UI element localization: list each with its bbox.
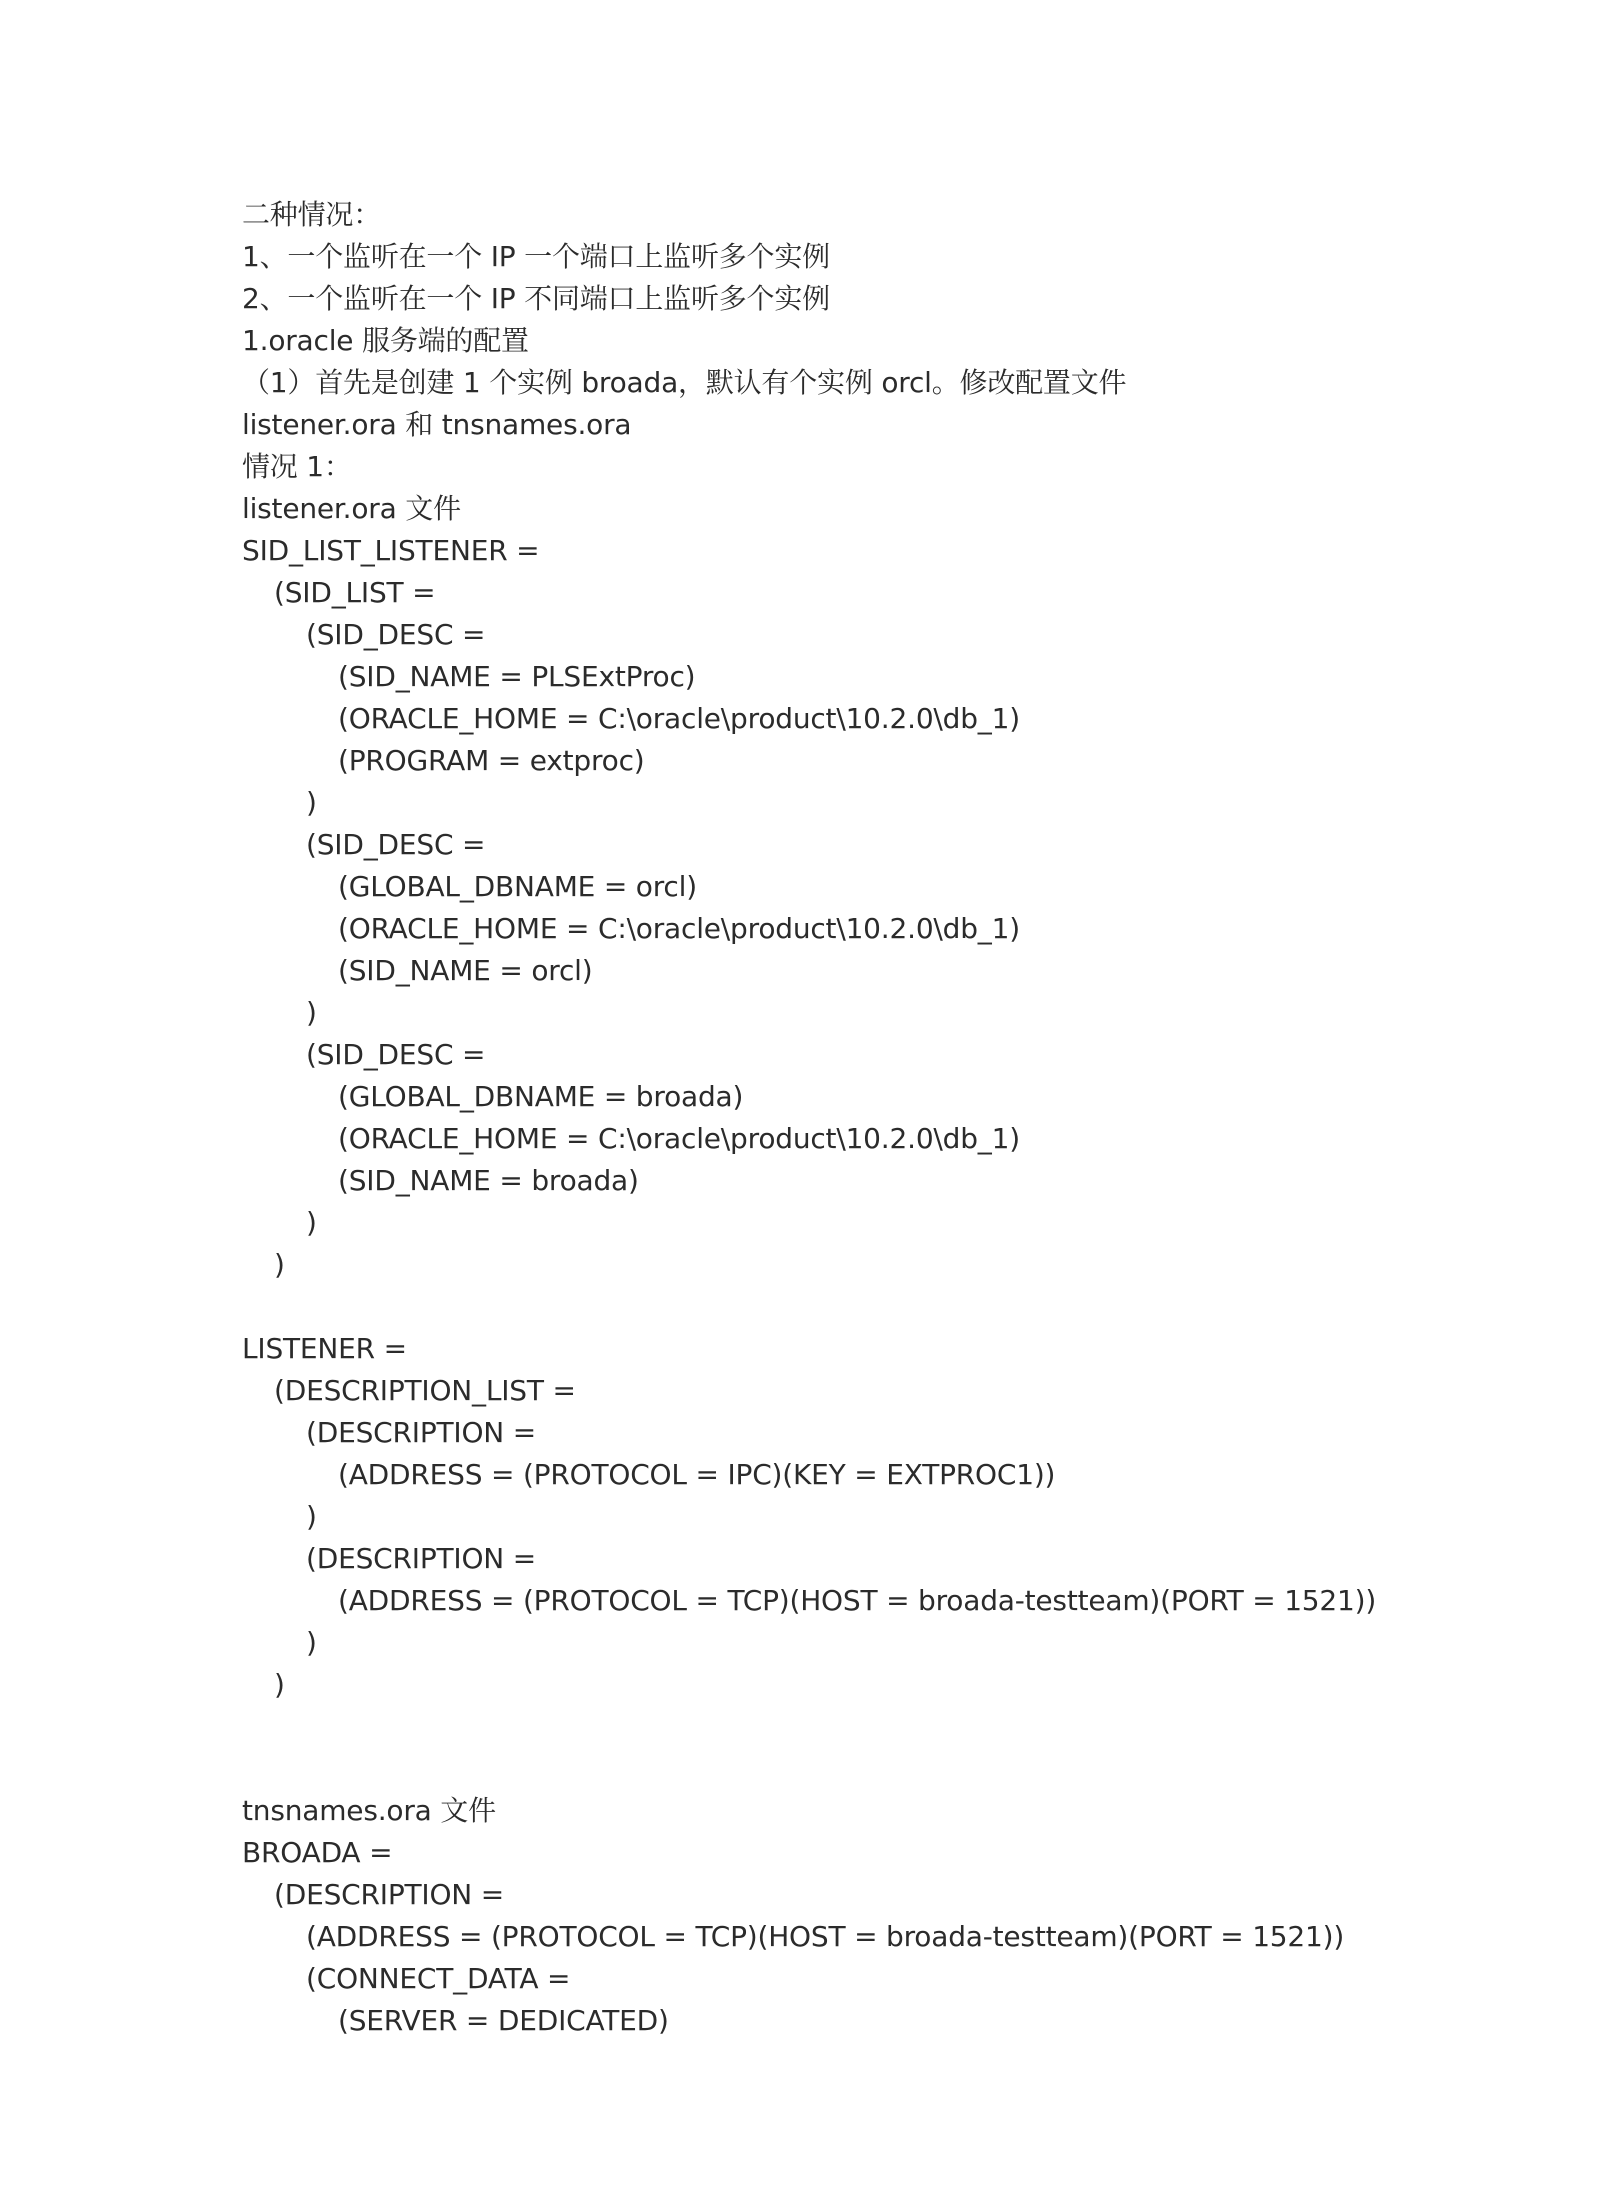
- case-2-text: 2、一个监听在一个 IP 不同端口上监听多个实例: [242, 282, 830, 315]
- code-line: (ORACLE_HOME = C:\oracle\product\10.2.0\db_1): [338, 912, 1020, 945]
- code-line: (GLOBAL_DBNAME = orcl): [338, 870, 697, 903]
- code-line: ): [274, 1248, 285, 1281]
- code-line: SID_LIST_LISTENER =: [242, 534, 540, 567]
- code-line: ): [306, 1500, 317, 1533]
- code-line: (SID_LIST =: [274, 576, 436, 609]
- code-line: (SID_NAME = orcl): [338, 954, 593, 987]
- code-line: ): [306, 1206, 317, 1239]
- code-line: (DESCRIPTION_LIST =: [274, 1374, 576, 1407]
- listener-file-label: listener.ora 文件: [242, 492, 461, 525]
- section-title: 1.oracle 服务端的配置: [242, 324, 529, 357]
- code-line: (SERVER = DEDICATED): [338, 2004, 669, 2037]
- code-line: (SID_DESC =: [306, 1038, 486, 1071]
- tnsnames-file-label: tnsnames.ora 文件: [242, 1794, 496, 1827]
- code-line: (PROGRAM = extproc): [338, 744, 645, 777]
- code-line: (DESCRIPTION =: [306, 1416, 537, 1449]
- code-line: (SID_DESC =: [306, 618, 486, 651]
- code-line: (DESCRIPTION =: [274, 1878, 505, 1911]
- step-text: （1）首先是创建 1 个实例 broada，默认有个实例 orcl。修改配置文件: [242, 366, 1127, 399]
- code-line: BROADA =: [242, 1836, 393, 1869]
- files-text: listener.ora 和 tnsnames.ora: [242, 408, 632, 441]
- code-line: (ORACLE_HOME = C:\oracle\product\10.2.0\db_1): [338, 702, 1020, 735]
- code-line: ): [306, 1626, 317, 1659]
- code-line: (DESCRIPTION =: [306, 1542, 537, 1575]
- code-line: (ADDRESS = (PROTOCOL = IPC)(KEY = EXTPROC1)): [338, 1458, 1056, 1491]
- code-line: ): [306, 996, 317, 1029]
- intro-heading: 二种情况：: [242, 198, 382, 231]
- code-line: LISTENER =: [242, 1332, 407, 1365]
- code-line: (SID_DESC =: [306, 828, 486, 861]
- spacer: [242, 1286, 1562, 1328]
- code-line: (SID_NAME = broada): [338, 1164, 639, 1197]
- code-line: (CONNECT_DATA =: [306, 1962, 571, 1995]
- code-line: (SID_NAME = PLSExtProc): [338, 660, 696, 693]
- spacer: [242, 1706, 1562, 1790]
- code-line: (ADDRESS = (PROTOCOL = TCP)(HOST = broada-testteam)(PORT = 1521)): [306, 1920, 1345, 1953]
- code-line: (ORACLE_HOME = C:\oracle\product\10.2.0\db_1): [338, 1122, 1020, 1155]
- case-1-text: 1、一个监听在一个 IP 一个端口上监听多个实例: [242, 240, 830, 273]
- code-line: (ADDRESS = (PROTOCOL = TCP)(HOST = broada-testteam)(PORT = 1521)): [338, 1584, 1377, 1617]
- code-line: (GLOBAL_DBNAME = broada): [338, 1080, 744, 1113]
- document-page: [242, 194, 1562, 2042]
- code-line: ): [306, 786, 317, 819]
- code-line: ): [274, 1668, 285, 1701]
- case-label: 情况 1：: [242, 450, 352, 483]
